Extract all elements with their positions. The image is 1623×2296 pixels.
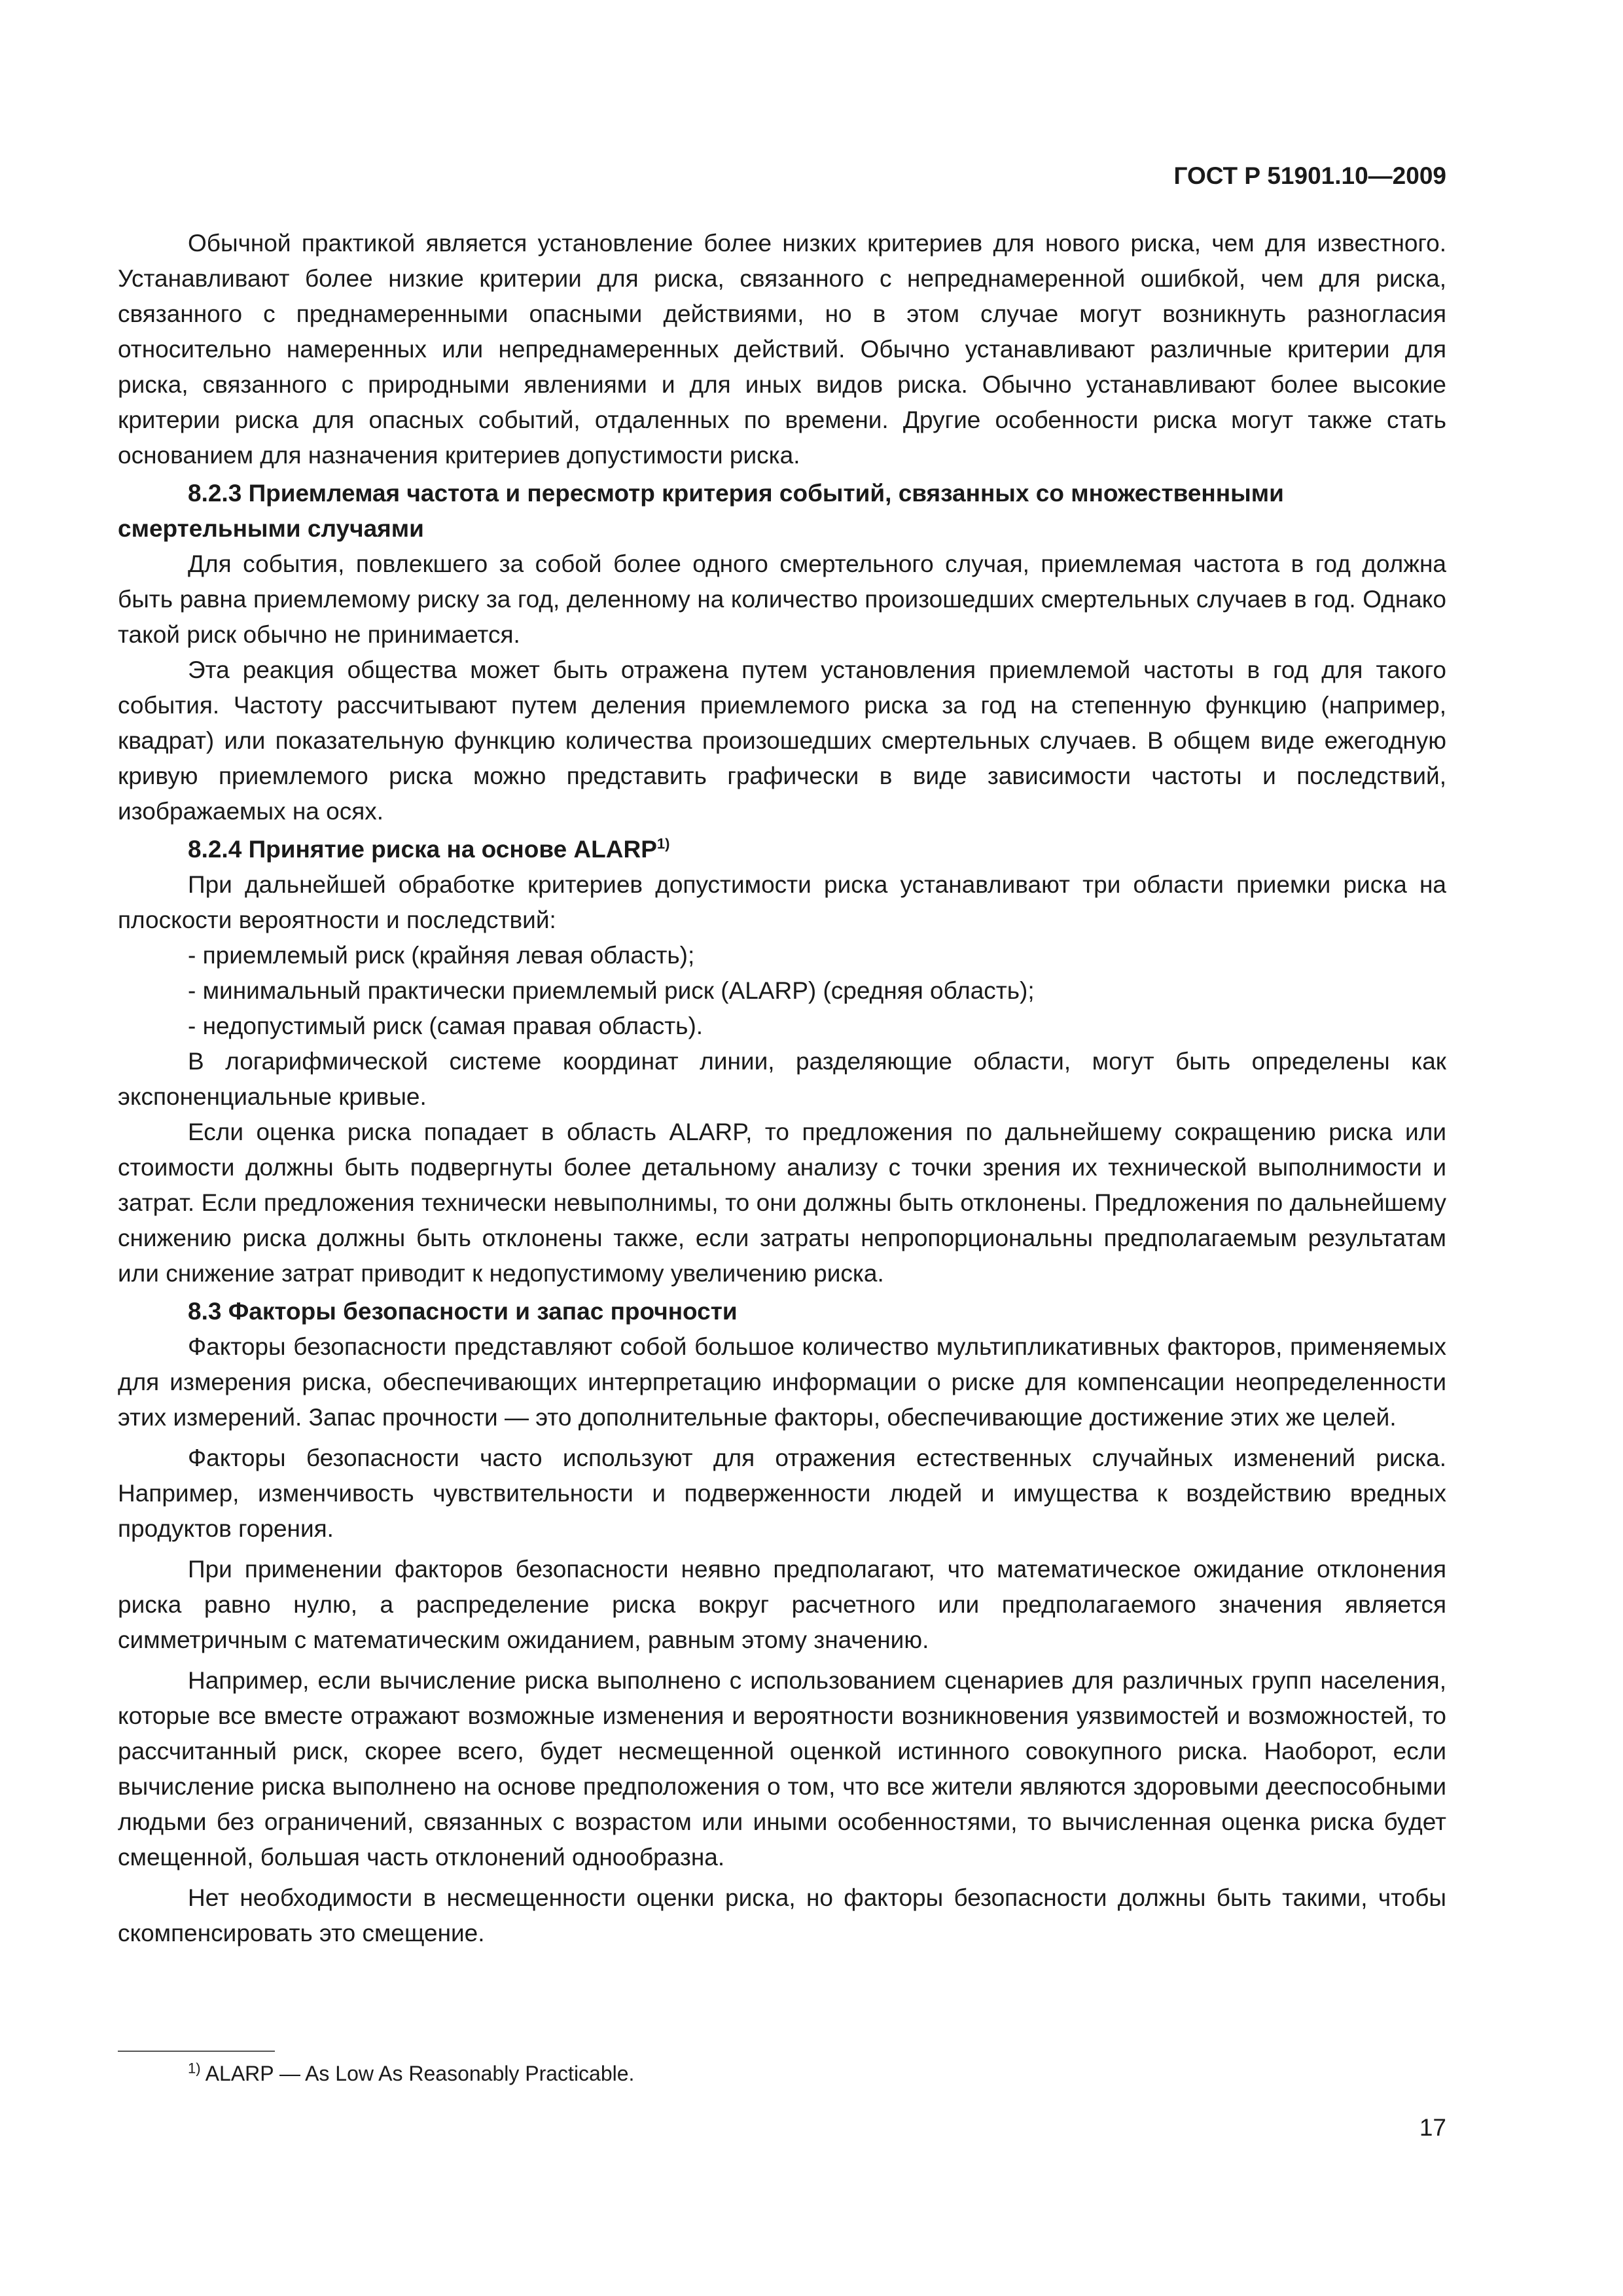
document-body — [118, 226, 1446, 1951]
paragraph-natural-variations: Факторы безопасности часто используют для отражения естественных случайных изменений риска. Например, изменчивость чувствительности и подверженности людей и имущества к воздействию вредных продуктов горения. — [118, 1444, 1446, 1542]
paragraph-population-scenarios: Например, если вычисление риска выполнено с использованием сценариев для различных групп населения, которые все вместе отражают возможные изменения и вероятности возникновения уязвимостей и возможностей, то рассчитанный риск, скорее всего, будет несмещенной оценкой истинного совокупного риска. Наоборот, если вычисление риска выполнено на основе предположения о том, что все жители являются здоровыми дееспособными людьми без ограничений, связанных с возрастом или иными особенностями, то вычисленная оценка риска будет смещенной, большая часть отклонений однообразна. — [118, 1667, 1446, 1871]
footnote — [188, 2062, 634, 2086]
paragraph-criteria-new-risk: Обычной практикой является установление более низких критериев для нового риска, чем для известного. Устанавливают более низкие критерии для риска, связанного с непреднамеренной ошибкой, чем для риска, связанного с преднамеренными опасными действиями, но в этом случае могут возникнуть разногласия относительно намеренных или непреднамеренных действий. Обычно устанавливают различные критерии для риска, связанного с природными явлениями и для иных видов риска. Обычно устанавливают более высокие критерии риска для опасных событий, отдаленных по времени. Другие особенности риска могут также стать основанием для назначения критериев допустимости риска. — [118, 230, 1446, 469]
heading-text: 8.2.4 Принятие риска на основе ALARP — [188, 836, 657, 863]
paragraph-alarp-area: Если оценка риска попадает в область ALARP, то предложения по дальнейшему сокращению риска или стоимости должны быть подвергнуты более детальному анализу с точки зрения их технической выполнимости и затрат. Если предложения технически невыполнимы, то они должны быть отклонены. Предложения по дальнейшему снижению риска должны быть отклонены также, если затраты непропорциональны предполагаемым результатам или снижение затрат приводит к недопустимому увеличению риска. — [118, 1119, 1446, 1287]
list-item-intolerable: - недопустимый риск (самая правая область). — [188, 1013, 704, 1039]
paragraph-log-coordinates: В логарифмической системе координат линии, разделяющие области, могут быть определены как экспоненциальные кривые. — [118, 1048, 1446, 1110]
section-heading-8-2-4 — [118, 832, 1446, 867]
section-heading-8-3: 8.3 Факторы безопасности и запас прочности — [188, 1298, 738, 1325]
paragraph-acceptable-frequency: Для события, повлекшего за собой более одного смертельного случая, приемлемая частота в год должна быть равна приемлемому риску за год, деленному на количество произошедших смертельных случаев в год. Однако такой риск обычно не принимается. — [118, 550, 1446, 648]
section-heading-8-2-3: 8.2.3 Приемлемая частота и пересмотр критерия событий, связанных со множественными смертельными случаями — [118, 480, 1284, 542]
footnote-marker: 1) — [188, 2060, 201, 2077]
paragraph-safety-factors: Факторы безопасности представляют собой большое количество мультипликативных факторов, применяемых для измерения риска, обеспечивающих интерпретацию информации о риске для компенсации неопределенности этих измерений. Запас прочности — это дополнительные факторы, обеспечивающие достижение этих же целей. — [118, 1333, 1446, 1431]
list-item-alarp: - минимальный практически приемлемый риск (ALARP) (средняя область); — [188, 977, 1035, 1004]
page-number: 17 — [1419, 2114, 1446, 2141]
document-header: ГОСТ Р 51901.10—2009 — [1173, 162, 1446, 189]
footnote-text: ALARP — As Low As Reasonably Practicable. — [200, 2062, 635, 2085]
footnote-reference: 1) — [656, 835, 670, 852]
paragraph-unbiased-estimate: Нет необходимости в несмещенности оценки риска, но факторы безопасности должны быть такими, чтобы скомпенсировать это смещение. — [118, 1884, 1446, 1946]
footnote-divider — [118, 2051, 275, 2052]
document-page — [118, 0, 1446, 2296]
paragraph-three-areas: При дальнейшей обработке критериев допустимости риска устанавливают три области приемки риска на плоскости вероятности и последствий: — [118, 871, 1446, 933]
paragraph-society-reaction: Эта реакция общества может быть отражена путем установления приемлемой частоты в год для такого события. Частоту рассчитывают путем деления приемлемого риска за год на степенную функцию (например, квадрат) или показательную функцию количества произошедших смертельных случаев. В общем виде ежегодную кривую приемлемого риска можно представить графически в виде зависимости частоты и последствий, изображаемых на осях. — [118, 656, 1446, 825]
list-item-acceptable: - приемлемый риск (крайняя левая область); — [188, 942, 695, 969]
paragraph-expected-deviation: При применении факторов безопасности неявно предполагают, что математическое ожидание отклонения риска равно нулю, а распределение риска вокруг расчетного или предполагаемого значения является симметричным с математическим ожиданием, равным этому значению. — [118, 1556, 1446, 1653]
